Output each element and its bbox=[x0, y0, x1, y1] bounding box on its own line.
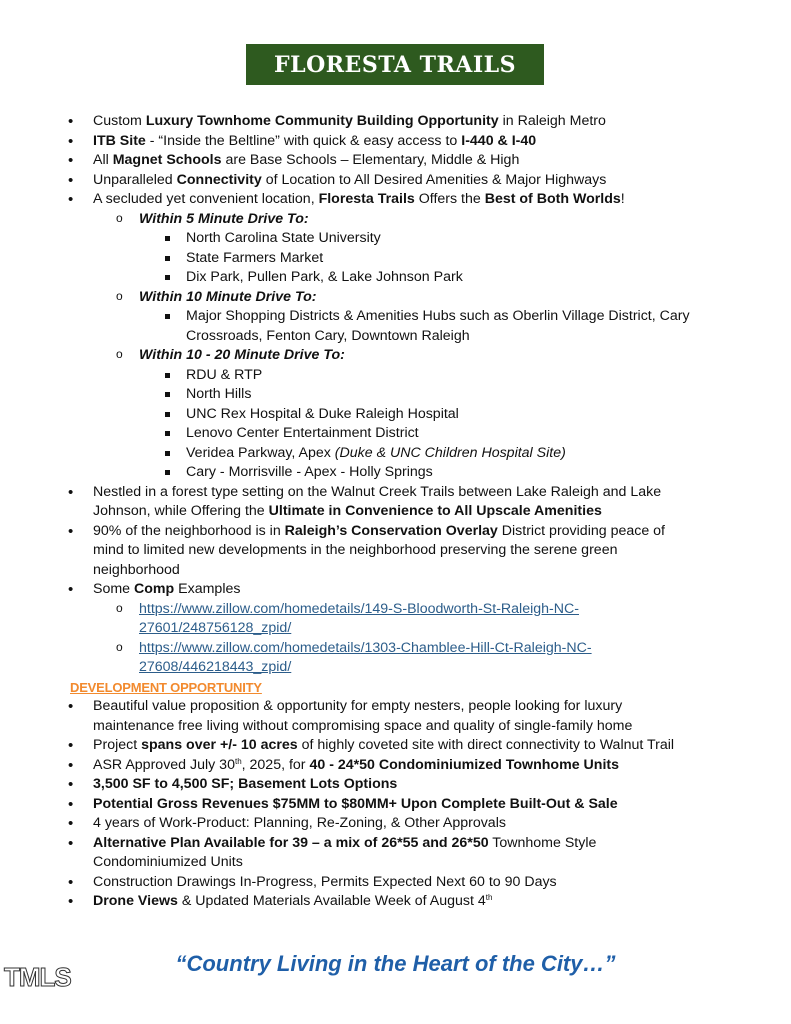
bullet-square-footage: • 3,500 SF to 4,500 SF; Basement Lots Options bbox=[0, 775, 791, 795]
comp-link-1[interactable]: o https://www.zillow.com/homedetails/149-S-Bloodworth-St-Raleigh-NC- bbox=[0, 600, 791, 620]
list-item: Lenovo Center Entertainment District bbox=[0, 424, 791, 444]
bullet-asr-approved: • ASR Approved July 30th, 2025, for 40 - 24*50 Condominiumized Townhome Units bbox=[0, 756, 791, 776]
title-banner bbox=[246, 44, 544, 85]
list-item: Dix Park, Pullen Park, & Lake Johnson Park bbox=[0, 268, 791, 288]
bullet-conservation-continued: mind to limited new developments in the neighborhood preserving the serene green bbox=[93, 542, 618, 558]
bullet-drone-views: • Drone Views & Updated Materials Available Week of August 4th bbox=[0, 892, 791, 912]
development-heading: DEVELOPMENT OPPORTUNITY bbox=[70, 679, 262, 695]
bullet-gross-revenues: • Potential Gross Revenues $75MM to $80MM+ Upon Complete Built-Out & Sale bbox=[0, 795, 791, 815]
bullet-custom-luxury: • Custom Luxury Townhome Community Building Opportunity in Raleigh Metro bbox=[0, 112, 791, 132]
bullet-itb-site: • ITB Site - “Inside the Beltline” with quick & easy access to I-440 & I-40 bbox=[0, 132, 791, 152]
bullet-alternative-plan: • Alternative Plan Available for 39 – a mix of 26*55 and 26*50 Townhome Style bbox=[0, 834, 791, 854]
list-item: RDU & RTP bbox=[0, 366, 791, 386]
bullet-forest-setting-continued: Johnson, while Offering the Ultimate in Convenience to All Upscale Amenities bbox=[93, 503, 602, 519]
property-description bbox=[0, 112, 791, 912]
comp-link-2-continued[interactable]: 27608/446218443_zpid/ bbox=[139, 659, 292, 675]
list-item: North Hills bbox=[0, 385, 791, 405]
within-20-heading: o Within 10 - 20 Minute Drive To: bbox=[0, 346, 791, 366]
within-5-heading: o Within 5 Minute Drive To: bbox=[0, 210, 791, 230]
list-item: State Farmers Market bbox=[0, 249, 791, 269]
page-title: FLORESTA TRAILS bbox=[274, 51, 516, 78]
bullet-connectivity: • Unparalleled Connectivity of Location to All Desired Amenities & Major Highways bbox=[0, 171, 791, 191]
bullet-alternative-plan-continued: Condominiumized Units bbox=[93, 854, 243, 870]
bullet-secluded-location: • A secluded yet convenient location, Floresta Trails Offers the Best of Both Worlds! bbox=[0, 190, 791, 210]
bullet-comp-examples: • Some Comp Examples bbox=[0, 580, 791, 600]
comp-link-2[interactable]: o https://www.zillow.com/homedetails/1303-Chamblee-Hill-Ct-Raleigh-NC- bbox=[0, 639, 791, 659]
bullet-value-proposition: • Beautiful value proposition & opportunity for empty nesters, people looking for luxury bbox=[0, 697, 791, 717]
bullet-construction-drawings: • Construction Drawings In-Progress, Permits Expected Next 60 to 90 Days bbox=[0, 873, 791, 893]
bullet-conservation-continued: neighborhood bbox=[93, 561, 180, 578]
bullet-conservation-overlay: • 90% of the neighborhood is in Raleigh’s Conservation Overlay District providing peace of bbox=[0, 522, 791, 542]
tagline: “Country Living in the Heart of the City…” bbox=[175, 951, 616, 976]
list-item: Veridea Parkway, Apex (Duke & UNC Children Hospital Site) bbox=[0, 444, 791, 464]
list-item: UNC Rex Hospital & Duke Raleigh Hospital bbox=[0, 405, 791, 425]
comp-link-1-continued[interactable]: 27601/248756128_zpid/ bbox=[139, 620, 292, 636]
bullet-work-product: • 4 years of Work-Product: Planning, Re-Zoning, & Other Approvals bbox=[0, 814, 791, 834]
bullet-value-proposition-continued: maintenance free living without compromising space and quality of single-family home bbox=[93, 717, 633, 734]
bullet-forest-setting: • Nestled in a forest type setting on the Walnut Creek Trails between Lake Raleigh and Lake bbox=[0, 483, 791, 503]
list-item-continued: Crossroads, Fenton Cary, Downtown Raleigh bbox=[186, 327, 470, 344]
list-item: Cary - Morrisville - Apex - Holly Springs bbox=[0, 463, 791, 483]
list-item: North Carolina State University bbox=[0, 229, 791, 249]
bullet-magnet-schools: • All Magnet Schools are Base Schools – Elementary, Middle & High bbox=[0, 151, 791, 171]
within-10-heading: o Within 10 Minute Drive To: bbox=[0, 288, 791, 308]
mls-watermark: TMLS bbox=[4, 962, 71, 992]
bullet-acreage: • Project spans over +/- 10 acres of highly coveted site with direct connectivity to Walnut Trail bbox=[0, 736, 791, 756]
list-item: Major Shopping Districts & Amenities Hubs such as Oberlin Village District, Cary bbox=[0, 307, 791, 327]
